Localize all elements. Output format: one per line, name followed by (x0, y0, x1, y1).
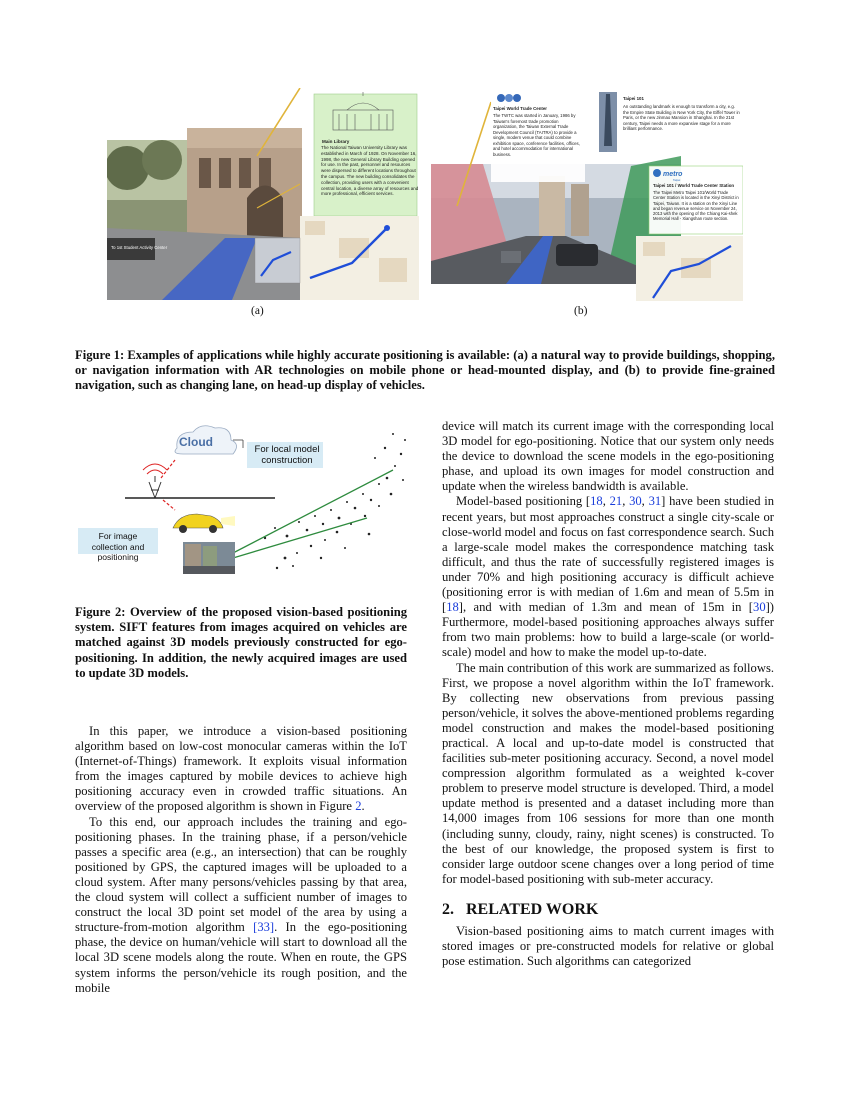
right-paragraph-3: The main contribution of this work are summarized as follows. First, we propose a novel algorithm within the IoT framework. By collecting new observations from previous passing person/vehicle, it solves the above-mentioned problems regarding model construction and makes the model-based positioning practical. A local and up-to-date model is constructed that facilities sub-meter positioning accuracy. Second, a novel model compression algorithm formulated as a weighted k-cover problem to preserve model structure is developed. Third, a model update method is presented and a dataset including more than 14,000 images from 106 sessions for more than one month (including sunny, cloudy, rainy, night scenes) is constructed. To the best of our knowledge, the proposed system is first to consider large outdoor scene changes over a long period of time for model-based positioning with sub-meter accuracy. (442, 660, 774, 886)
left-column (75, 724, 407, 996)
callout-taipei-101-title: Taipei 101 (623, 96, 644, 101)
callout-metro-station-title: Taipei 101 / World Trade Center Station (653, 183, 735, 188)
metro-logo-icon (653, 169, 661, 177)
citation-18[interactable]: 18 (590, 494, 603, 509)
citation-31[interactable]: 31 (648, 494, 662, 509)
intro-paragraph-2: To this end, our approach includes the training and ego-positioning phases. In the training phase, if a person/vehicle passes a specific area (e.g., an intersection) that can be roughly positioned by GPS, the captured images will be uploaded to a cloud system. After many persons/vehicles passing by that area, the cloud system will collect a sufficient number of images to construct the local 3D point set model of the area by using a structure-from-motion algorithm [33]. In the ego-positioning phase, the device on human/vehicle will start to download all the local 3D scene models along the route. When en route, the GPS system informs the person/vehicle its rough position, and the mobile (75, 814, 408, 995)
direction-sign-text: To 1st Student Activity Center (111, 245, 168, 250)
citation-33[interactable]: [33] (253, 920, 275, 935)
cloud-label: Cloud (179, 435, 213, 449)
figure-1-caption: Figure 1: Examples of applications while highly accurate positioning is available: (a) a natural way to provide buildings, shopping, or navigation information with AR technologies on mobile phone or head-mounted display, and (b) to provide fine-grained navigation, such as changing lane, on head-up display of vehicles. (75, 348, 775, 393)
citation-21[interactable]: 21 (609, 494, 623, 509)
callout-taipei-101-body: An outstanding landmark is enough to transform a city, e.g. the Empire State Building in New York City, the Eiffel Tower in Paris, or the new Jinmao Mansion in Shanghai. In the 21st century, Taipei needs a more expansive stage for a more brilliant performance. (623, 104, 740, 131)
related-work-paragraph: Vision-based positioning aims to match current images with stored images or pre-constructed models for relative or global pose estimation. Such algorithms can categorized (442, 923, 774, 969)
metro-logo-sub: Taipei (673, 178, 681, 182)
right-paragraph-2: Model-based positioning [18, 21, 30, 31] have been studied in recent years, but most approaches construct a single city-scale or close-world model and focus on fast correspondence search. Such a large-scale model makes the correspondence matching task difficult, and thus the rate of successfully registered images is under 70% and high positioning accuracy is difficult achieve (positioning error is with median of 1.6m and mean of 5.5m in [18], and with median of 1.3m and mean of 15m in [30]) Furthermore, model-based positioning approaches always suffer from two main problems: how to build a large-scale (or world-scale) model and how to make the model up-to-date. (442, 494, 775, 660)
figure-1b-label: (b) (574, 305, 588, 317)
callout-world-trade-center-title: Taipei World Trade Center (493, 106, 547, 111)
callout-main-library-title: Main Library (322, 139, 350, 144)
twtc-logo (497, 94, 521, 102)
callout-world-trade-center-body: The TWTC was started in January, 1986 by Taiwan's foremost trade promotion organization, the Taiwan External Trade Development Council (TAITRA) to provide a single, modern venue that could combine exhibition space, conference facilities, offices, and hotel accommodation for international business. (493, 113, 580, 157)
image-collection-label: For image collection and positioning (91, 531, 145, 562)
section-heading-related-work: 2. RELATED WORK (442, 900, 599, 918)
callout-main-library-body: The National Taiwan University Library was established in March of 1928. On November 16, 1998, the new General Library Building opened for use. In the past, personnel and resources were dispersed to different locations throughout the campus. The new building consolidates the collection, providing users with a convenient central location, a diverse array of resources and more professional, efficient services. (321, 145, 419, 197)
intro-paragraph-1: In this paper, we introduce a vision-based positioning algorithm based on low-cost monocular cameras within the IoT (Internet-of-Things) framework. It exploits visual information from the images captured by mobile devices to achieve high positioning accuracy even in crowded traffic situations. An overview of the proposed algorithm is shown in Figure 2. (75, 724, 407, 814)
car-icon (173, 514, 235, 533)
right-paragraph-1: device will match its current image with the corresponding local 3D model for ego-positioning. Notice that our system only needs the device to download the scene models in the ego-positioning phase, and upload its own images for model construction and update when the wireless bandwidth is available. (442, 419, 774, 494)
figure-2-caption: Figure 2: Overview of the proposed vision-based positioning system. SIFT features from images acquired on vehicles are matched against 3D models previously constructed for ego-positioning. In addition, the newly acquired images are used to update 3D models. (75, 605, 407, 680)
figure-2-ref[interactable]: 2 (355, 799, 362, 814)
figure-1a-label: (a) (251, 305, 264, 317)
callout-metro-station-body: The Taipei Metro Taipei 101/World Trade Center Station is located in the Xinyi District in Taipei, Taiwan. It is a station on the Xinyi Line and began revenue service on November 24, 2013 with the opening of the Chiang Kai-shek Memorial Hall - Xiangshan route section. (653, 190, 739, 222)
right-column (442, 419, 774, 969)
citation-18-b[interactable]: 18 (446, 600, 459, 615)
citation-30-b[interactable]: 30 (753, 600, 766, 615)
citation-30[interactable]: 30 (629, 494, 642, 509)
cell-tower-icon (143, 464, 167, 498)
local-model-label: For local model construction (254, 444, 320, 466)
metro-logo-text: metro (663, 171, 683, 178)
